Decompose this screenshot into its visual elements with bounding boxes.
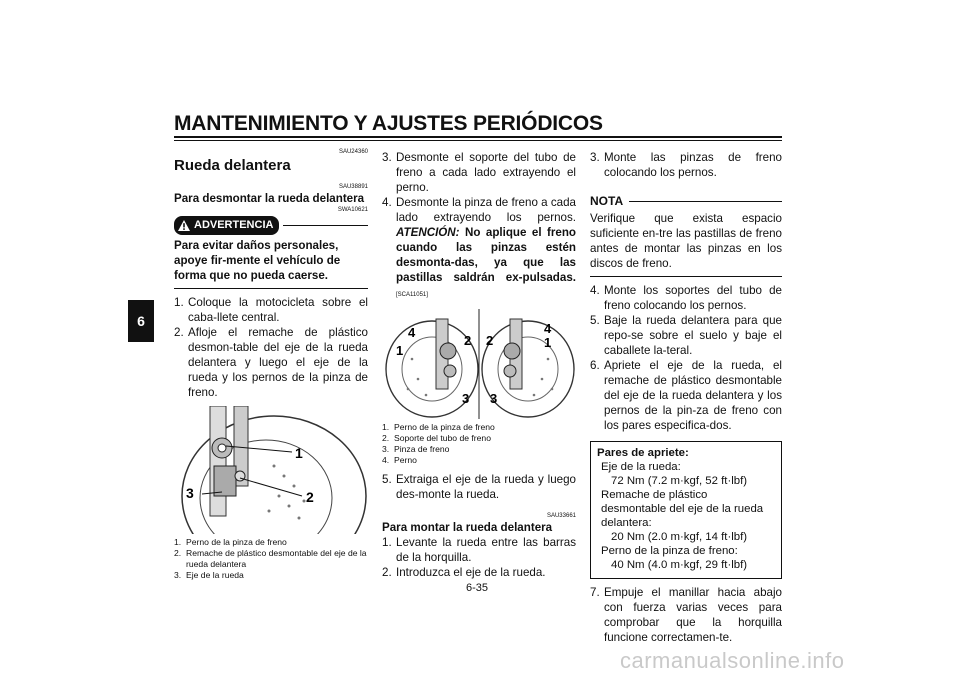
caution-label: ATENCIÓN: xyxy=(396,226,460,239)
figure-callout: 1 xyxy=(396,343,404,358)
torque-value: 20 Nm (2.0 m·kgf, 14 ft·lbf) xyxy=(611,531,748,543)
step-number: 6. xyxy=(590,359,600,372)
list-item xyxy=(590,585,782,645)
warning-header xyxy=(174,216,368,235)
step-number: 5. xyxy=(382,473,392,486)
list-item xyxy=(174,325,368,400)
reference-code: SWA10621 xyxy=(337,207,368,213)
caption-item xyxy=(174,570,368,581)
step-number: 5. xyxy=(590,314,600,327)
watermark[interactable]: carmanualsonline.info xyxy=(620,648,845,673)
list-item xyxy=(590,358,782,433)
figure-captions xyxy=(174,537,368,581)
warning-badge xyxy=(174,216,279,235)
torque-label: Perno de la pinza de freno: xyxy=(601,545,738,557)
list-item xyxy=(590,150,782,180)
caption-number: 1. xyxy=(382,422,390,432)
step-text: Baje la rueda delantera para que repo-se sobre el suelo y baje el caballete la-teral. xyxy=(604,314,782,357)
step-text: Levante la rueda entre las barras de la horquilla. xyxy=(396,536,576,564)
list-item xyxy=(174,295,368,325)
front-wheel-illustration xyxy=(174,406,368,534)
note-header xyxy=(590,194,782,209)
figure-callout: 2 xyxy=(486,333,494,348)
caption-number: 1. xyxy=(174,537,182,547)
step-text: Apriete el eje de la rueda, el remache de plástico desmontable del eje de la rueda delantera y los pernos de la pin-za de freno con los pares especifica-dos. xyxy=(604,359,782,432)
reference-code: SAU33661 xyxy=(546,513,576,519)
step-text: Coloque la motocicleta sobre el caba-llete central. xyxy=(188,296,368,324)
list-item xyxy=(590,283,782,313)
step-text: Desmonte el soporte del tubo de freno a cada lado extrayendo el perno. xyxy=(396,151,576,194)
note-text: Verifique que exista espacio suficiente en-tre las pastillas de freno antes de montar las pinzas en los discos de freno. xyxy=(590,212,782,270)
subsection-title: Para montar la rueda delantera xyxy=(382,521,553,534)
warning-triangle-icon xyxy=(178,220,190,231)
caption-number: 3. xyxy=(174,570,182,580)
step-number: 2. xyxy=(382,566,392,579)
caption-item xyxy=(174,548,368,570)
caption-text: Eje de la rueda xyxy=(186,570,244,580)
torque-value: 40 Nm (4.0 m·kgf, 29 ft·lbf) xyxy=(611,559,748,571)
figure-callout: 3 xyxy=(490,391,498,406)
warning-rule xyxy=(283,225,368,226)
step-text: Introduzca el eje de la rueda. xyxy=(396,566,546,579)
subsection-title: Para desmontar la rueda delantera xyxy=(174,192,365,205)
caption-text: Pinza de freno xyxy=(394,444,450,454)
note-label: NOTA xyxy=(590,194,624,208)
steps-list xyxy=(382,472,576,502)
steps-list xyxy=(174,295,368,400)
chapter-tab[interactable]: 6 xyxy=(128,300,154,342)
steps-list xyxy=(590,283,782,433)
step-text: Monte los soportes del tubo de freno colocando los pernos. xyxy=(604,284,782,312)
torque-label: Remache de plástico desmontable del eje de la rueda delantera: xyxy=(601,489,764,529)
brake-caliper-illustration xyxy=(382,309,576,419)
warning-label: ADVERTENCIA xyxy=(194,219,274,231)
figure-callout: 3 xyxy=(186,485,194,501)
step-text: Afloje el remache de plástico desmon-table del eje de la rueda delantera y luego el eje de la rueda y los pernos de la pinza de freno. xyxy=(188,326,368,399)
caption-text: Perno de la pinza de freno xyxy=(394,422,495,432)
step-text: Extraiga el eje de la rueda y luego des-monte la rueda. xyxy=(396,473,576,501)
caption-text: Perno de la pinza de freno xyxy=(186,537,287,547)
step-number: 1. xyxy=(382,536,392,549)
caption-item xyxy=(382,455,576,466)
caption-item xyxy=(382,444,576,455)
page-title: MANTENIMIENTO Y AJUSTES PERIÓDICOS xyxy=(174,112,603,135)
figure-callout: 4 xyxy=(544,321,552,336)
column-3 xyxy=(590,150,782,645)
torque-title: Pares de apriete: xyxy=(597,447,689,459)
list-item xyxy=(382,150,576,195)
figure-callout: 4 xyxy=(408,325,416,340)
caption-number: 2. xyxy=(382,433,390,443)
list-item xyxy=(590,313,782,358)
caption-text: Soporte del tubo de freno xyxy=(394,433,491,443)
steps-list xyxy=(590,585,782,645)
list-item xyxy=(382,195,576,303)
caption-number: 3. xyxy=(382,444,390,454)
note-rule xyxy=(629,201,782,202)
step-text: Empuje el manillar hacia abajo con fuerza varias veces para comprobar que la horquilla funcione correctamen-te. xyxy=(604,586,782,644)
list-item xyxy=(382,565,576,580)
page-number: 6-35 xyxy=(466,582,489,594)
torque-label: Eje de la rueda: xyxy=(601,461,681,473)
step-number: 4. xyxy=(382,196,392,209)
step-text: Monte las pinzas de freno colocando los pernos. xyxy=(604,151,782,179)
caption-text: Perno xyxy=(394,455,417,465)
figure-captions xyxy=(382,422,576,466)
caution-text: No aplique el freno cuando las pinzas estén desmonta-das, ya que las pastillas saldrán ex-pulsadas. xyxy=(396,226,576,284)
warning-text: Para evitar daños personales, apoye fir-mente el vehículo de forma que no pueda caerse. xyxy=(174,239,341,282)
column-1 xyxy=(174,148,368,581)
caption-item xyxy=(382,433,576,444)
torque-value: 72 Nm (7.2 m·kgf, 52 ft·lbf) xyxy=(611,475,748,487)
list-item xyxy=(382,472,576,502)
caption-item xyxy=(382,422,576,433)
note-end-rule xyxy=(590,276,782,277)
figure-callout: 2 xyxy=(306,489,314,505)
caption-number: 4. xyxy=(382,455,390,465)
header-rule-thin xyxy=(174,140,782,141)
header-rule xyxy=(174,136,782,138)
step-number: 4. xyxy=(590,284,600,297)
section-title: Rueda delantera xyxy=(174,157,291,174)
caution-code: [SCA11051] xyxy=(396,292,428,298)
figure-callout: 2 xyxy=(464,333,472,348)
step-number: 3. xyxy=(382,151,392,164)
step-number: 7. xyxy=(590,586,600,599)
column-2 xyxy=(382,150,576,580)
steps-list xyxy=(382,150,576,303)
step-text xyxy=(396,195,576,303)
step-number: 3. xyxy=(590,151,600,164)
warning-end-rule xyxy=(174,288,368,289)
step-text-main: Desmonte la pinza de freno a cada lado extrayendo los pernos. xyxy=(396,196,576,224)
figure-callout: 1 xyxy=(295,445,303,461)
torque-specification-box xyxy=(590,441,782,579)
caption-number: 2. xyxy=(174,548,182,558)
reference-code: SAU24360 xyxy=(338,149,368,155)
list-item xyxy=(382,535,576,565)
steps-list xyxy=(382,535,576,580)
reference-code: SAU38891 xyxy=(338,184,368,190)
step-number: 1. xyxy=(174,296,184,309)
caption-text: Remache de plástico desmontable del eje de la rueda delantera xyxy=(186,548,367,569)
steps-list xyxy=(590,150,782,180)
caption-item xyxy=(174,537,368,548)
figure-callout: 3 xyxy=(462,391,470,406)
step-number: 2. xyxy=(174,326,184,339)
figure-callout: 1 xyxy=(544,335,552,350)
